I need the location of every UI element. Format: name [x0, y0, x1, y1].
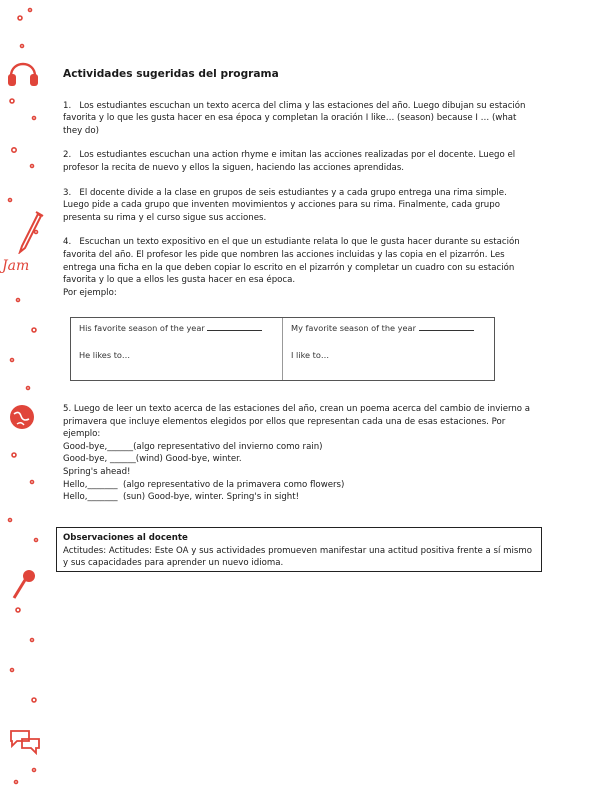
blank-line — [419, 330, 474, 331]
example-right-column — [282, 318, 494, 380]
activities-section — [63, 68, 528, 311]
activity-5-intro: 5. Luego de leer un texto acerca de las estaciones del año, crean un poema acerca del cambio de invierno a primavera que incluye elementos elegidos por ellos que representan cada una de esas estaciones. Por ejemplo: — [63, 404, 531, 440]
example-right-line2: I like to… — [291, 350, 330, 360]
blank-line — [207, 330, 262, 331]
poem-line: Hello,_______ (sun) Good-bye, winter. Spring's in sight! — [63, 492, 300, 503]
pencil-icon — [14, 210, 44, 254]
observations-text: Actitudes: Actitudes: Este OA y sus actividades promueven manifestar una actitud positiva frente a sí mismo y sus capacidades para aprender un nuevo idioma. — [63, 545, 532, 569]
observations-title: Observaciones al docente — [63, 533, 188, 543]
teacher-observations-box — [56, 527, 542, 572]
jam-text: Jam — [2, 258, 30, 274]
page-title: Actividades sugeridas del programa — [63, 68, 279, 80]
jam-doodle — [0, 254, 50, 276]
activity-3: 3. El docente divide a la clase en grupos de seis estudiantes y a cada grupo entrega una rima simple. Luego pide a cada grupo que inventen movimientos y acciones para su rima. Finalmente, cada grupo presenta su rima y el curso sigue sus acciones. — [63, 187, 510, 223]
activity-2: 2. Los estudiantes escuchan una action rhyme e imitan las acciones realizadas por el docente. Luego el profesor la recita de nuevo y ellos la siguen, haciendo las acciones aprendidas. — [63, 150, 518, 173]
poem-line: Hello,_______ (algo representativo de la primavera como flowers) — [63, 479, 345, 490]
microphone-icon — [10, 568, 38, 604]
example-right-line1: My favorite season of the year — [291, 323, 416, 333]
margin-decoration — [0, 0, 50, 800]
example-left-line1: His favorite season of the year — [79, 323, 205, 333]
activity-1: 1. Los estudiantes escuchan un texto acerca del clima y las estaciones del año. Luego dibujan su estación favorita y lo que les gusta hacer en esa época y completan la oración I like… (season) because I … (what they do) — [63, 100, 529, 136]
poem-line: Good-bye,______(algo representativo del invierno como rain) — [63, 441, 323, 452]
speech-bubbles-icon — [8, 725, 42, 755]
example-worksheet-box — [70, 317, 495, 381]
globe-icon — [7, 402, 37, 432]
example-left-column — [71, 318, 282, 380]
poem-line: Good-bye, ______(wind) Good-bye, winter. — [63, 454, 242, 465]
example-left-line2: He likes to… — [79, 350, 131, 360]
poem-line: Spring's ahead! — [63, 466, 131, 477]
activity-4: 4. Escuchan un texto expositivo en el que un estudiante relata lo que le gusta hacer durante su estación favorita del año. El profesor les pide que nombren las acciones incluidas y las copia en el pizarrón. Les entrega una ficha en la que deben copiar lo escrito en el pizarrón y completar un cuadro con su estación favorita y lo que a ellos les gusta hacer en esa época. Por ejemplo: — [63, 237, 520, 298]
headphones-icon — [6, 52, 40, 92]
activity-5 — [63, 403, 533, 504]
